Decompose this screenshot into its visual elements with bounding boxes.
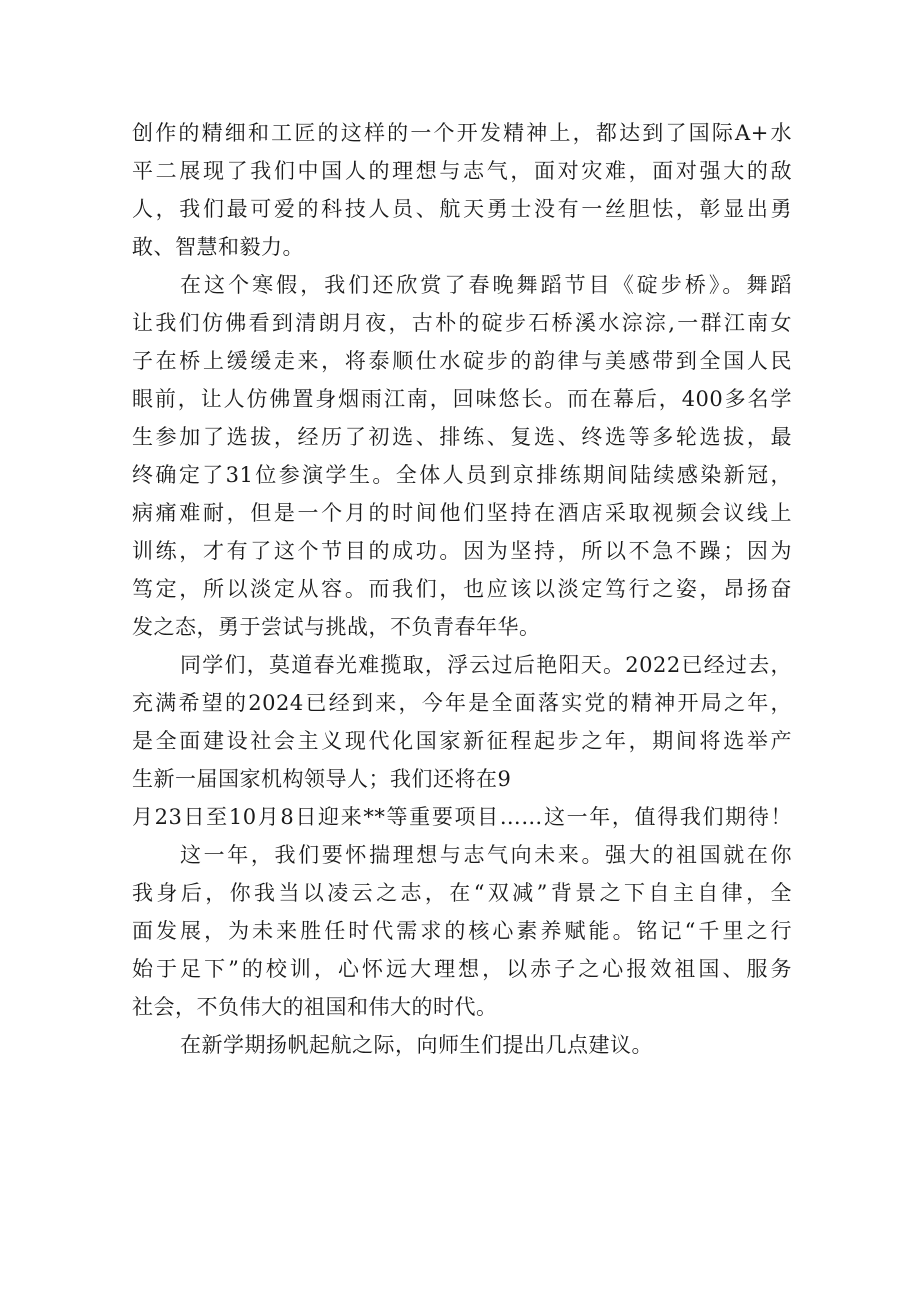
text-line: 面发展，为未来胜任时代需求的核心素养赋能。铭记“千里之行 — [132, 919, 792, 943]
text-line: 训练，才有了这个节目的成功。因为坚持，所以不急不躁；因为 — [132, 539, 792, 563]
text-line: 我身后，你我当以凌云之志，在“双减”背景之下自主自律，全 — [132, 881, 792, 905]
text-line: 这一年，我们要怀揣理想与志气向未来。强大的祖国就在你 — [180, 843, 792, 867]
text-line: 病痛难耐，但是一个月的时间他们坚持在酒店采取视频会议线上 — [132, 501, 792, 525]
text-line: 人，我们最可爱的科技人员、航天勇士没有一丝胆怯，彰显出勇 — [132, 197, 792, 221]
text-line: 生参加了选拔，经历了初选、排练、复选、终选等多轮选拔，最 — [132, 425, 792, 449]
text-line: 是全面建设社会主义现代化国家新征程起步之年，期间将选举产 — [132, 729, 792, 753]
document-body — [132, 114, 792, 1064]
text-line: 发之态，勇于尝试与挑战，不负青春年华。 — [132, 615, 541, 639]
text-line: 平二展现了我们中国人的理想与志气，面对灾难，面对强大的敌 — [132, 159, 792, 183]
text-line: 充满希望的2024已经到来，今年是全面落实党的精神开局之年， — [132, 691, 792, 715]
text-line: 同学们，莫道春光难揽取，浮云过后艳阳天。2022已经过去， — [180, 653, 792, 677]
paragraph — [132, 266, 792, 646]
text-line: 始于足下”的校训，心怀远大理想，以赤子之心报效祖国、服务 — [132, 957, 792, 981]
text-line: 眼前，让人仿佛置身烟雨江南，回味悠长。而在幕后，400多名学 — [132, 387, 792, 411]
text-line: 生新一届国家机构领导人；我们还将在9 — [132, 767, 512, 791]
text-line: 创作的精细和工匠的这样的一个开发精神上，都达到了国际A+水 — [132, 121, 792, 145]
text-line: 月23日至10月8日迎来**等重要项目……这一年，值得我们期待！ — [132, 805, 792, 829]
text-line: 在新学期扬帆起航之际，向师生们提出几点建议。 — [180, 1033, 653, 1057]
text-line: 让我们仿佛看到清朗月夜，古朴的碇步石桥溪水淙淙,一群江南女 — [132, 311, 792, 335]
paragraph — [132, 1026, 792, 1064]
text-line: 敢、智慧和毅力。 — [132, 235, 304, 259]
paragraph — [132, 646, 792, 836]
text-line: 社会，不负伟大的祖国和伟大的时代。 — [132, 995, 498, 1019]
text-line: 子在桥上缓缓走来，将泰顺仕水碇步的韵律与美感带到全国人民 — [132, 349, 792, 373]
text-line: 在这个寒假，我们还欣赏了春晚舞蹈节目《碇步桥》。舞蹈 — [180, 273, 792, 297]
paragraph — [132, 836, 792, 1026]
text-line: 终确定了31位参演学生。全体人员到京排练期间陆续感染新冠， — [132, 463, 792, 487]
text-line: 笃定，所以淡定从容。而我们，也应该以淡定笃行之姿，昂扬奋 — [132, 577, 792, 601]
paragraph — [132, 114, 792, 266]
